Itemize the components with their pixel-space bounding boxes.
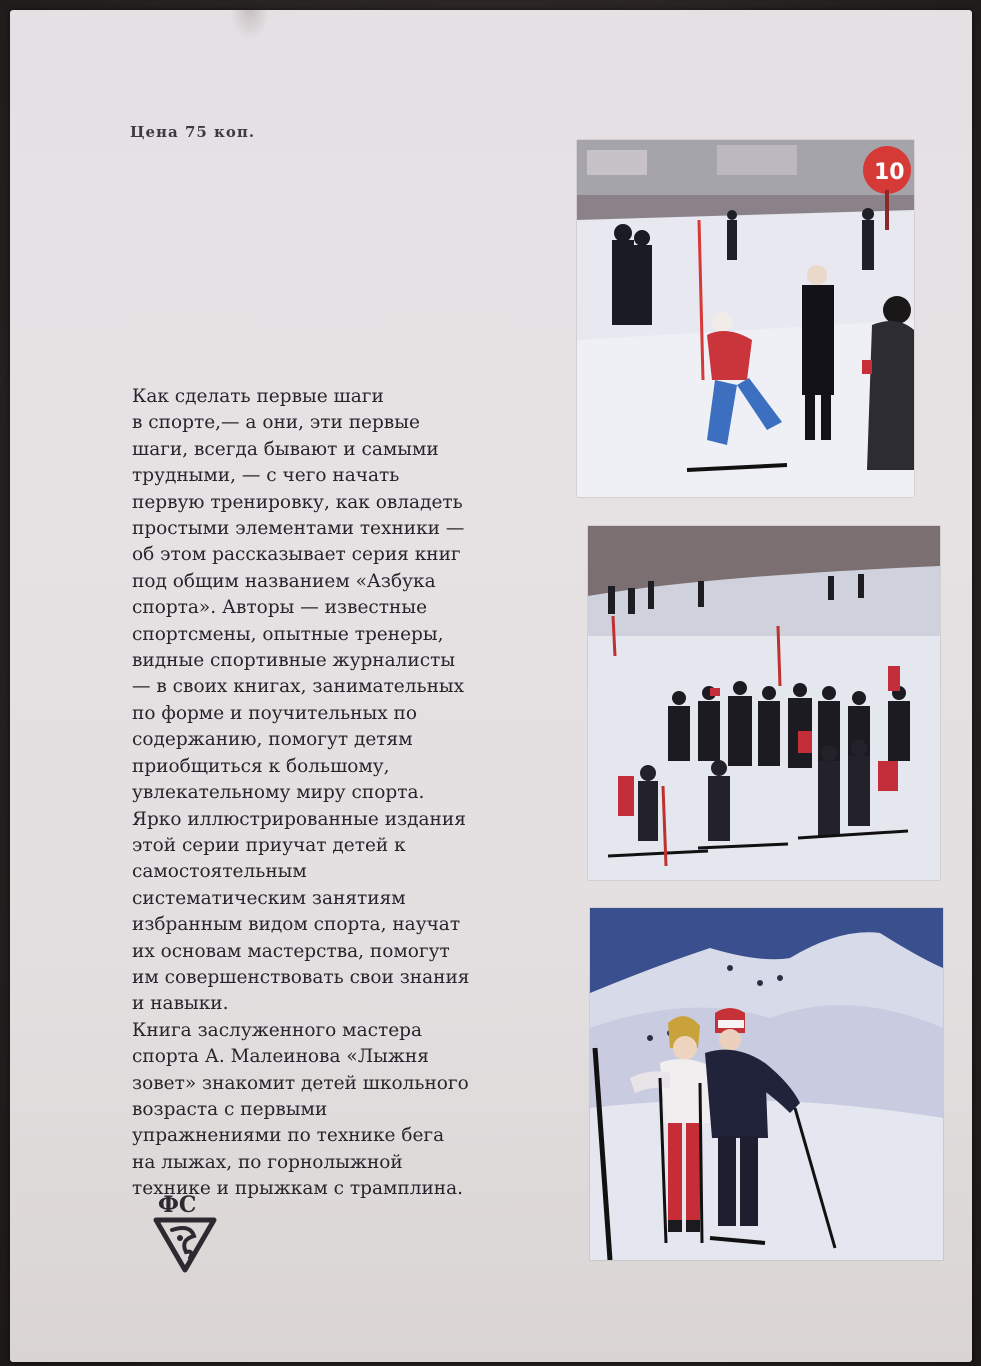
description-line: в спорте,— а они, эти первые bbox=[132, 412, 420, 434]
photo-group-skiing-slope bbox=[588, 526, 940, 880]
description-line: на лыжах, по горнолыжной bbox=[132, 1151, 403, 1173]
description-line: возраста с первыми bbox=[132, 1098, 328, 1120]
photo-mountain-skiers bbox=[590, 908, 943, 1260]
book-back-cover bbox=[10, 10, 972, 1362]
photo-ski-race-start bbox=[577, 140, 914, 497]
description-line: их основам мастерства, помогут bbox=[132, 940, 450, 962]
description-line: упражнениями по технике бега bbox=[132, 1125, 445, 1147]
description-line: технике и прыжкам с трамплина. bbox=[132, 1178, 464, 1200]
description-line: спорта А. Малеинова «Лыжня bbox=[132, 1046, 429, 1068]
description-line: — в своих книгах, занимательных bbox=[132, 676, 465, 698]
description-line: по форме и поучительных по bbox=[132, 702, 417, 724]
description-line: Книга заслуженного мастера bbox=[132, 1019, 423, 1041]
description-line: видные спортивные журналисты bbox=[132, 650, 456, 672]
description-line: простыми элементами техники — bbox=[132, 518, 465, 540]
description-line: самостоятельным bbox=[132, 861, 307, 883]
description-line: Ярко иллюстрированные издания bbox=[132, 808, 466, 830]
book-description bbox=[132, 384, 572, 1203]
description-line: избранным видом спорта, научат bbox=[132, 914, 461, 936]
description-line: зовет» знакомит детей школьного bbox=[132, 1072, 469, 1094]
description-line: спортсмены, опытные тренеры, bbox=[132, 623, 444, 645]
description-line: и навыки. bbox=[132, 993, 229, 1015]
description-line: шаги, всегда бывают и самыми bbox=[132, 438, 439, 460]
description-line: об этом рассказывает серия книг bbox=[132, 544, 461, 566]
description-line: увлекательному миру спорта. bbox=[132, 782, 425, 804]
description-line: приобщиться к большому, bbox=[132, 755, 390, 777]
description-line: этой серии приучат детей к bbox=[132, 834, 406, 856]
price-label: Цена 75 коп. bbox=[130, 123, 256, 141]
publisher-logo-text: ФС bbox=[158, 1192, 197, 1218]
race-number-sign: 10 bbox=[874, 160, 905, 185]
description-line: содержанию, помогут детям bbox=[132, 729, 413, 751]
description-line: первую тренировку, как овладеть bbox=[132, 491, 463, 513]
description-line: трудными, — с чего начать bbox=[132, 465, 400, 487]
description-line: спорта». Авторы — известные bbox=[132, 597, 428, 619]
description-line: систематическим занятиям bbox=[132, 887, 406, 909]
cover-wear-mark bbox=[230, 10, 270, 40]
description-line: Как сделать первые шаги bbox=[132, 386, 384, 407]
description-line: под общим названием «Азбука bbox=[132, 570, 436, 592]
publisher-logo-icon bbox=[150, 1190, 220, 1274]
description-line: им совершенствовать свои знания bbox=[132, 966, 470, 988]
